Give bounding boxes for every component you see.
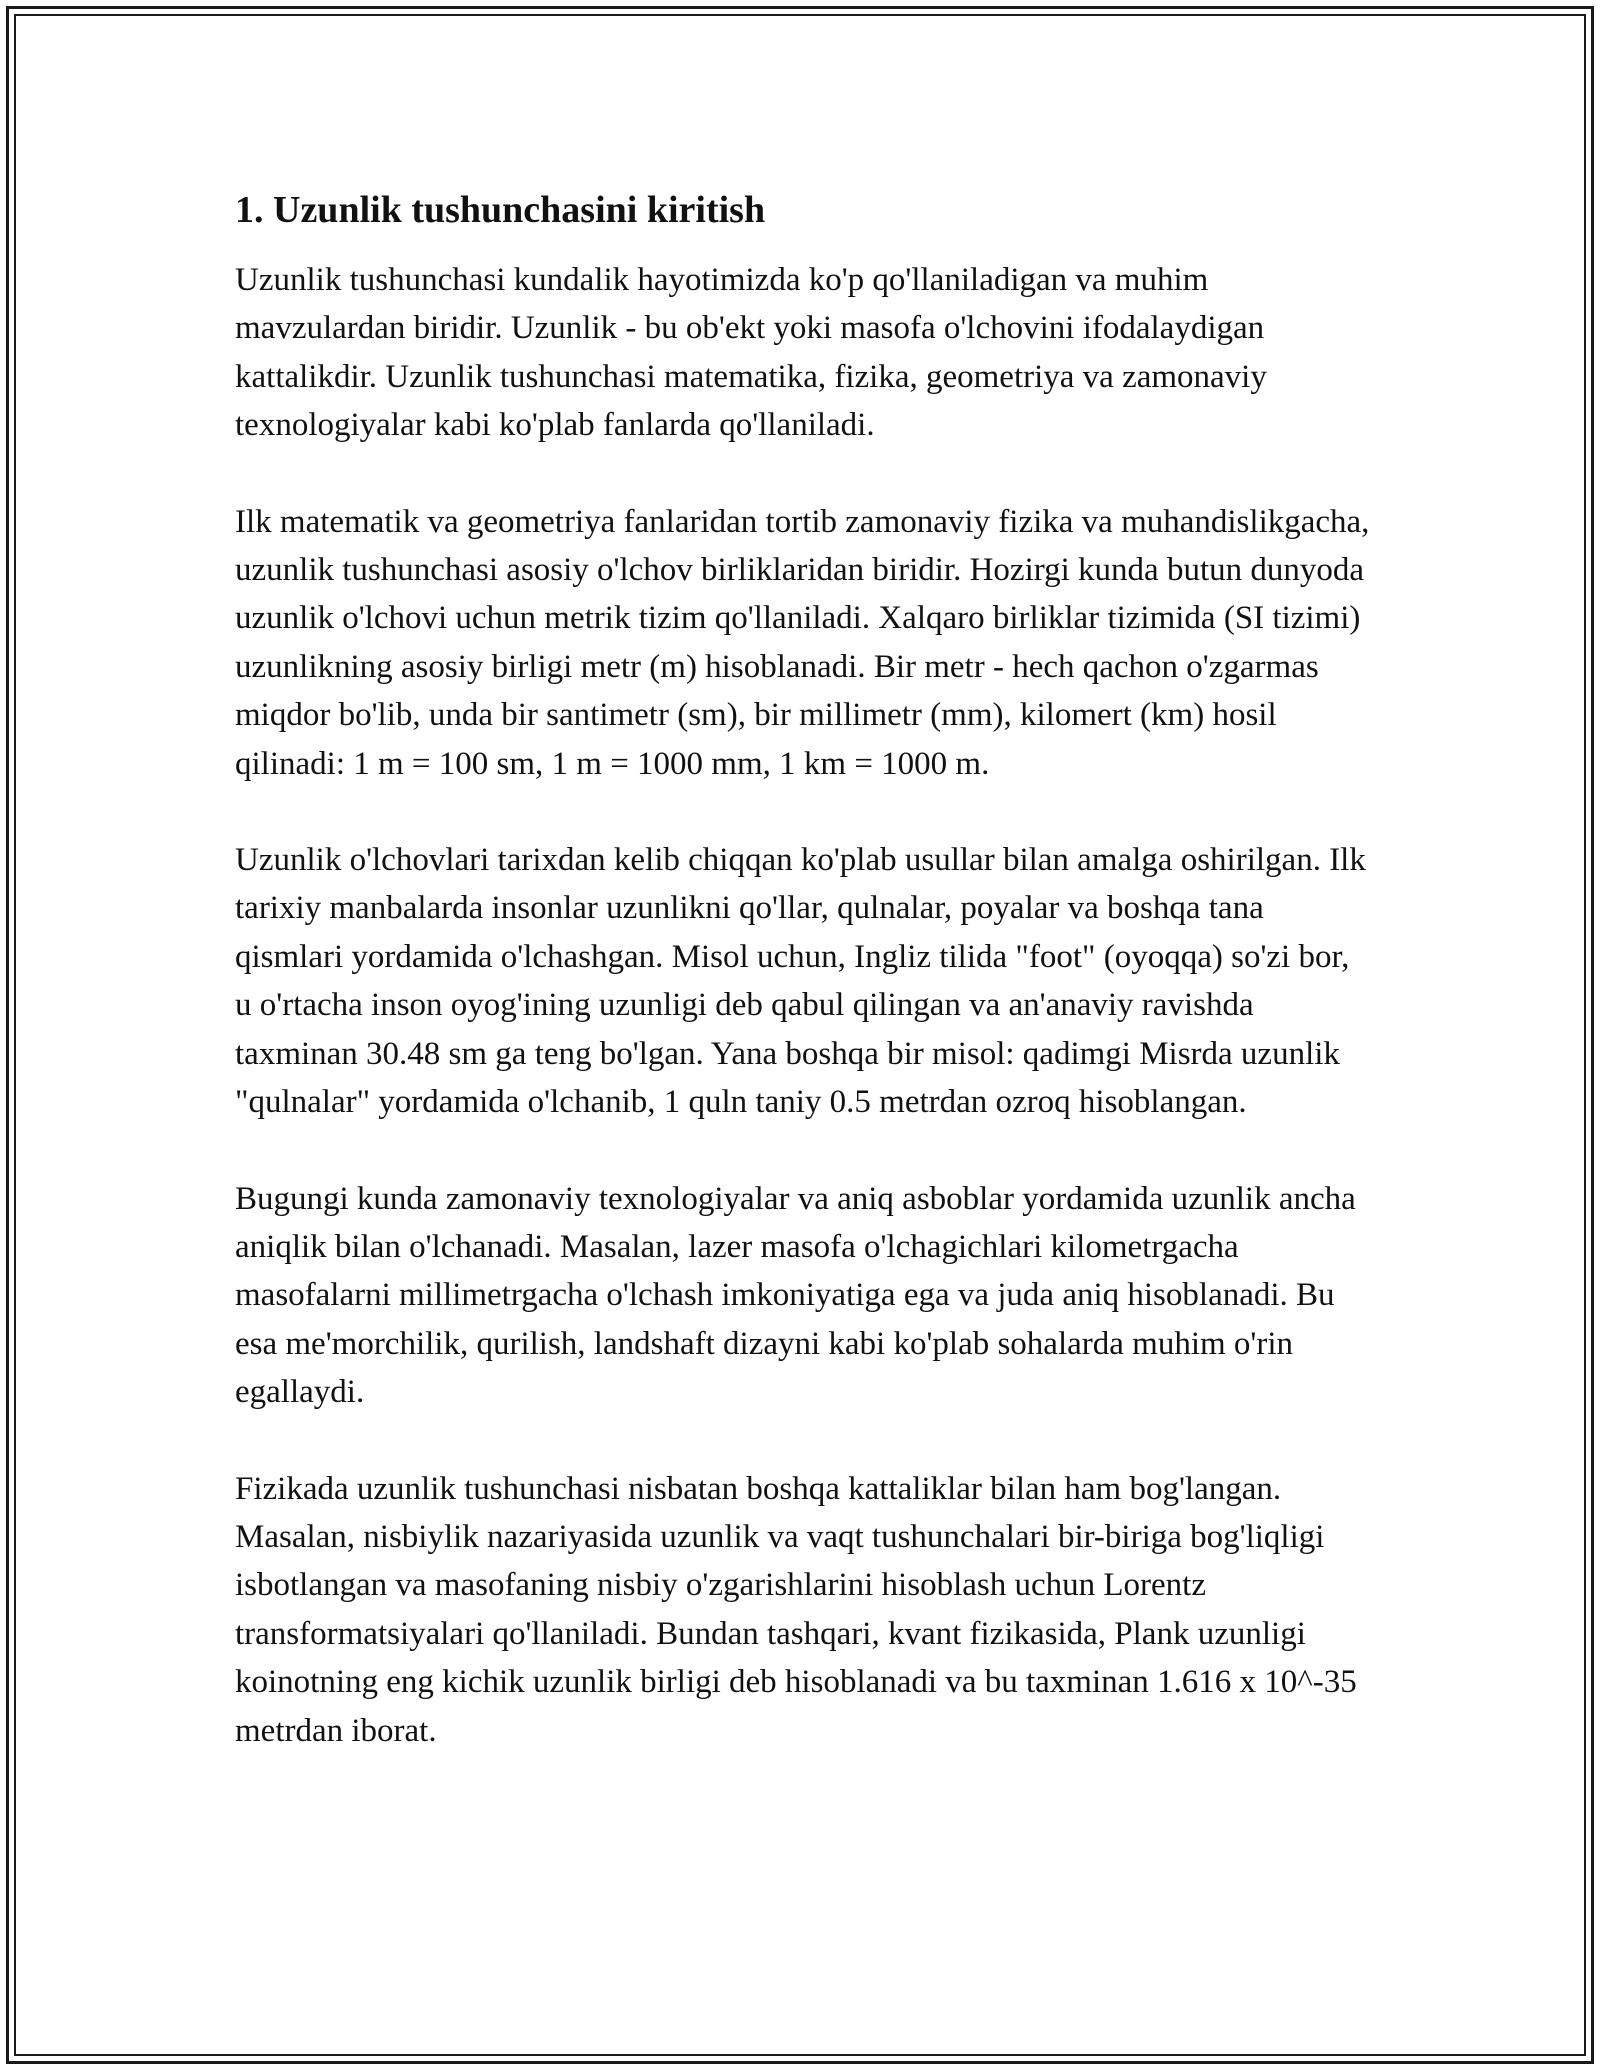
- paragraph-physics: Fizikada uzunlik tushunchasi nisbatan boshqa kattaliklar bilan ham bog'langan. Masalan, nisbiylik nazariyasida uzunlik va vaqt tushunchalari bir-biriga bog'liqligi isbotlangan va masofaning nisbiy o'zgarishlarini hisoblash uchun Lorentz transformatsiyalari qo'llaniladi. Bundan tashqari, kvant fizikasida, Plank uzunligi koinotning eng kichik uzunlik birligi deb hisoblanadi va bu taxminan 1.616 x 10^-35 metrdan iborat.: [235, 1470, 1357, 1749]
- paragraph-intro: Uzunlik tushunchasi kundalik hayotimizda ko'p qo'llaniladigan va muhim mavzulardan biridir. Uzunlik - bu ob'ekt yoki masofa o'lchovini ifodalaydigan kattalikdir. Uzunlik tushunchasi matematika, fizika, geometriya va zamonaviy texnologiyalar kabi ko'plab fanlarda qo'llaniladi.: [235, 262, 1267, 444]
- paragraph-modern-technology: Bugungi kunda zamonaviy texnologiyalar va aniq asboblar yordamida uzunlik ancha aniqlik bilan o'lchanadi. Masalan, lazer masofa o'lchagichlari kilometrgacha masofalarni millimetrgacha o'lchash imkoniyatiga ega va juda aniq hisoblanadi. Bu esa me'morchilik, qurilish, landshaft dizayni kabi ko'plab sohalarda muhim o'rin egallaydi.: [235, 1180, 1356, 1411]
- document-body: [235, 186, 1370, 1803]
- paragraph-metric-system: Ilk matematik va geometriya fanlaridan tortib zamonaviy fizika va muhandislikgacha, uzunlik tushunchasi asosiy o'lchov birliklaridan biridir. Hozirgi kunda butun dunyoda uzunlik o'lchovi uchun metrik tizim qo'llaniladi. Xalqaro birliklar tizimida (SI tizimi) uzunlikning asosiy birligi metr (m) hisoblanadi. Bir metr - hech qachon o'zgarmas miqdor bo'lib, unda bir santimetr (sm), bir millimetr (mm), kilomert (km) hosil qilinadi: 1 m = 100 sm, 1 m = 1000 mm, 1 km = 1000 m.: [235, 503, 1370, 782]
- paragraph-history: Uzunlik o'lchovlari tarixdan kelib chiqqan ko'plab usullar bilan amalga oshirilgan. Ilk tarixiy manbalarda insonlar uzunlikni qo'llar, qulnalar, poyalar va boshqa tana qismlari yordamida o'lchashgan. Misol uchun, Ingliz tilida "foot" (oyoqqa) so'zi bor, u o'rtacha inson oyog'ining uzunligi deb qabul qilingan va an'anaviy ravishda taxminan 30.48 sm ga teng bo'lgan. Yana boshqa bir misol: qadimgi Misrda uzunlik "qulnalar" yordamida o'lchanib, 1 quln taniy 0.5 metrdan ozroq hisoblangan.: [235, 842, 1366, 1121]
- section-heading: 1. Uzunlik tushunchasini kiritish: [235, 189, 766, 231]
